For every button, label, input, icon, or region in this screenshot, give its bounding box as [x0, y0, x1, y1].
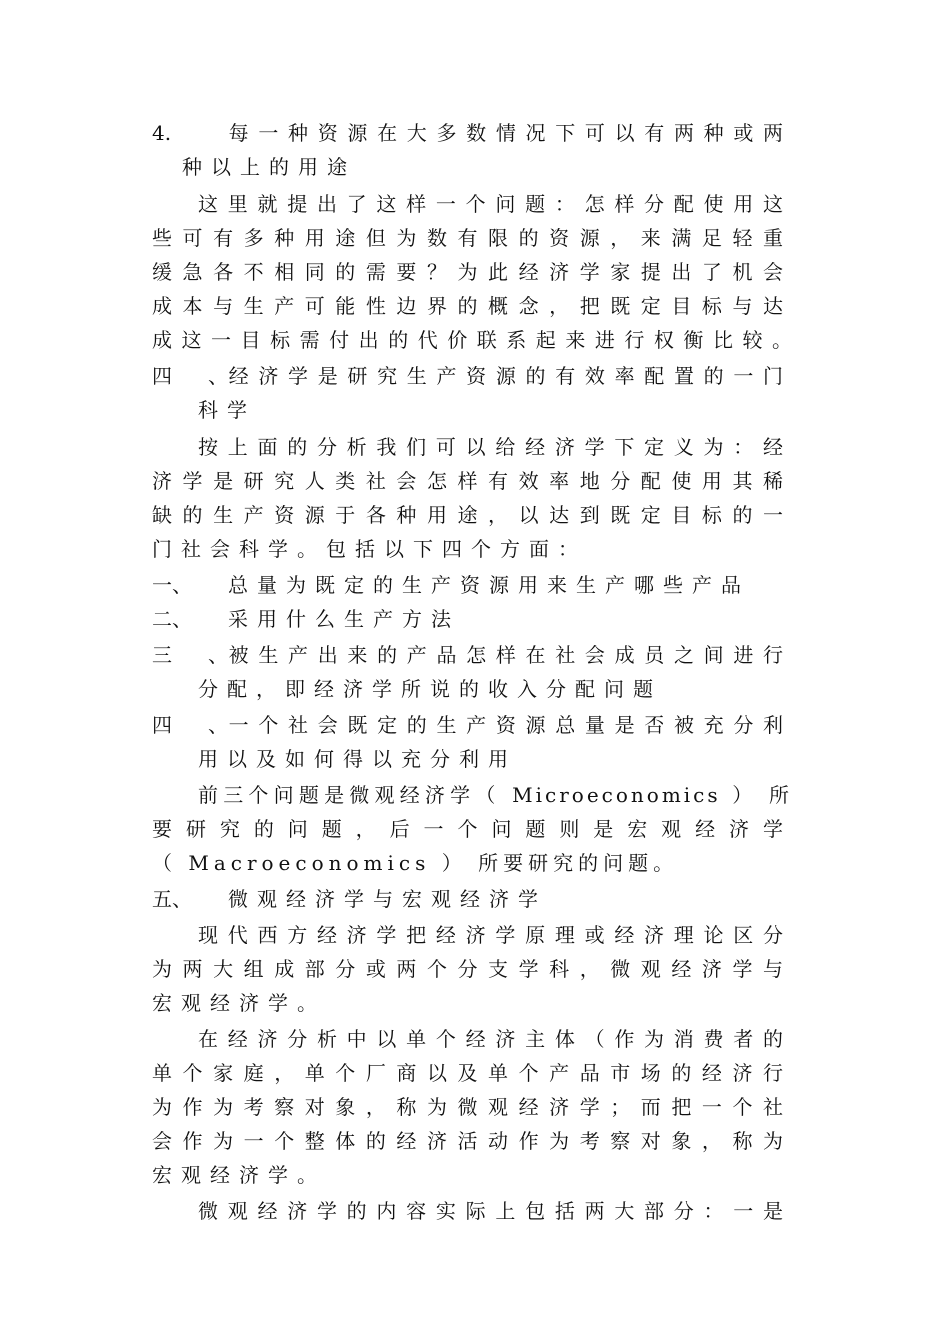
- section-heading-text: 经济学是研究生产资源的有效率配置的一门: [228, 364, 792, 388]
- list-item-text: 采用什么生产方法: [228, 607, 460, 631]
- list-item-4: [152, 116, 792, 150]
- paragraph-line: 现代西方经济学把经济学原理或经济理论区分: [198, 923, 792, 947]
- section-marker: 五、: [152, 887, 192, 911]
- section-heading-text: 微观经济学与宏观经济学: [228, 887, 547, 911]
- paragraph-line: 为两大组成部分或两个分支学科，微观经济学与: [152, 957, 792, 981]
- paragraph-line: 济学是研究人类社会怎样有效率地分配使用其稀: [152, 469, 792, 493]
- paragraph-line: 缺的生产资源于各种用途，以达到既定目标的一: [152, 503, 792, 527]
- section-heading-4: [152, 359, 792, 393]
- paragraph-line: 成本与生产可能性边界的概念，把既定目标与达: [152, 294, 792, 318]
- list-item-2: [152, 602, 792, 636]
- paragraph-line: 为作为考察对象，称为微观经济学；而把一个社: [152, 1095, 792, 1119]
- list-item-1: [152, 568, 792, 602]
- paragraph-line: 宏观经济学。: [152, 991, 326, 1015]
- paragraph-line: 成这一目标需付出的代价联系起来进行权衡比较。: [152, 328, 800, 352]
- paragraph-line: 这里就提出了这样一个问题：怎样分配使用这: [198, 192, 792, 216]
- section-heading-5: [152, 882, 792, 916]
- paragraph-line: 会作为一个整体的经济活动作为考察对象，称为: [152, 1129, 792, 1153]
- paragraph-line: 前三个问题是微观经济学（ Microeconomics ） 所: [198, 783, 792, 807]
- list-item-text: 一个社会既定的生产资源总量是否被充分利: [228, 713, 792, 737]
- list-item-continuation: 种以上的用途: [182, 155, 356, 179]
- list-marker: 4.: [152, 121, 172, 145]
- list-item-continuation: 用以及如何得以充分利用: [198, 747, 517, 771]
- paragraph-line: 按上面的分析我们可以给经济学下定义为：经: [198, 435, 792, 459]
- section-heading-continuation: 科学: [198, 398, 256, 422]
- list-marker: 一、: [152, 573, 192, 597]
- paragraph-line: 单个家庭，单个厂商以及单个产品市场的经济行: [152, 1061, 792, 1085]
- list-item-continuation: 分配，即经济学所说的收入分配问题: [198, 677, 662, 701]
- paragraph-line: 宏观经济学。: [152, 1163, 326, 1187]
- paragraph-line: 门社会科学。包括以下四个方面：: [152, 537, 587, 561]
- paragraph-line: 缓急各不相同的需要？为此经济学家提出了机会: [152, 260, 792, 284]
- paragraph-line: （ Macroeconomics ） 所要研究的问题。: [152, 851, 679, 875]
- paragraph-line: 微观经济学的内容实际上包括两大部分：一是: [198, 1199, 792, 1223]
- paragraph-line: 要研究的问题，后一个问题则是宏观经济学: [152, 817, 792, 841]
- list-marker: 三、: [152, 643, 228, 667]
- paragraph-line: 在经济分析中以单个经济主体（作为消费者的: [198, 1027, 792, 1051]
- list-item-text: 每一种资源在大多数情况下可以有两种或两: [228, 121, 792, 145]
- list-item-3: [152, 638, 792, 672]
- list-item-text: 被生产出来的产品怎样在社会成员之间进行: [228, 643, 792, 667]
- list-item-text: 总量为既定的生产资源用来生产哪些产品: [228, 573, 750, 597]
- list-marker: 二、: [152, 607, 192, 631]
- section-marker: 四、: [152, 364, 228, 388]
- list-item-4b: [152, 708, 792, 742]
- paragraph-line: 些可有多种用途但为数有限的资源，来满足轻重: [152, 226, 792, 250]
- list-marker: 四、: [152, 713, 228, 737]
